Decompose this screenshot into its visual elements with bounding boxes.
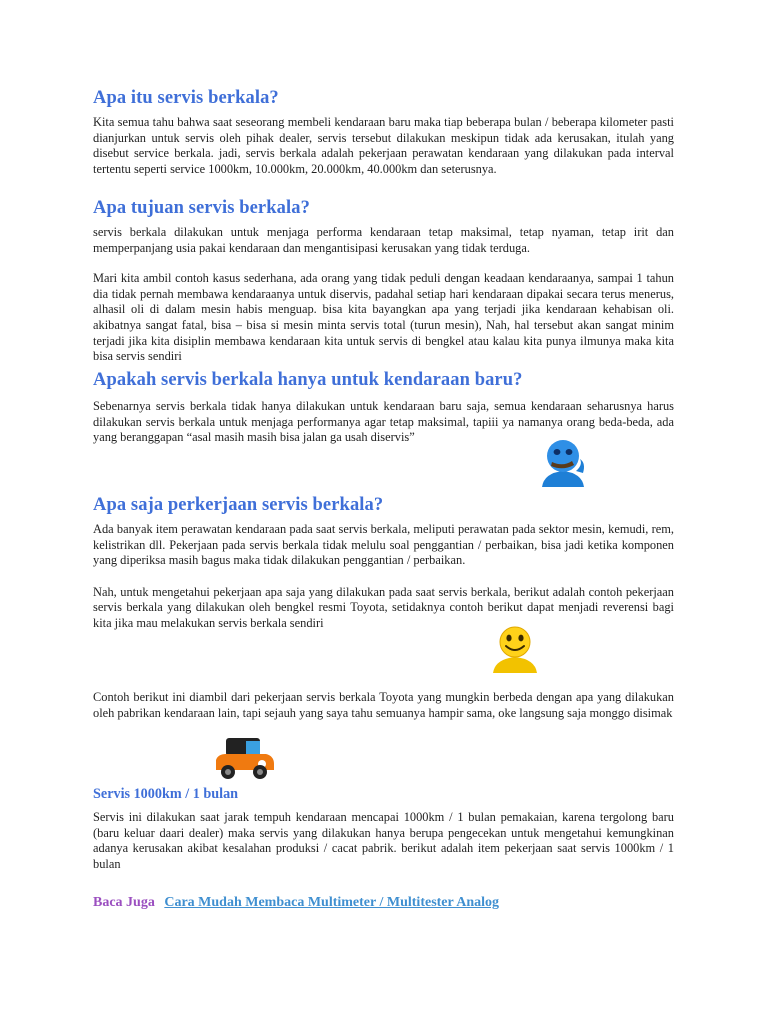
section-paragraph: servis berkala dilakukan untuk menjaga performa kendaraan tetap maksimal, tetap nyaman, tetap irit dan memperpanjang usia pakai kendaraan dan mengantisipasi kerusakan yang tidak terduga. <box>93 225 674 255</box>
section-pekerjaan <box>93 493 674 632</box>
section-paragraph: Kita semua tahu bahwa saat seseorang membeli kendaraan baru maka tiap beberapa bulan / beberapa kilometer pasti dianjurkan untuk servis oleh pihak dealer, servis tersebut dilakukan meskipun tidak ada kerusakan, itulah yang disebut service berkala. jadi, servis berkala adalah pekerjaan perawatan kendaraan yang dilakukan pada interval tertentu seperti service 1000km, 10.000km, 20.000km, 40.000km dan seterusnya. <box>93 115 674 176</box>
baca-juga <box>93 894 674 912</box>
car-emoticon-icon <box>212 732 276 780</box>
section-heading: Apa itu servis berkala? <box>93 88 279 108</box>
subsection-paragraph: Servis ini dilakukan saat jarak tempuh kendaraan mencapai 1000km / 1 bulan pemakaian, karena tergolong baru (baru keluar daari dealer) maka servis yang dilakukan hanya berupa pengecekan untuk mengetahui kemungkinan adanya kerusakan akibat kesalahan produksi / cacat pabrik. berikut adalah item pekerjaan saat servis 1000km / 1 bulan <box>93 810 674 871</box>
smiley-emoticon-icon <box>489 625 541 673</box>
section-tujuan <box>93 196 674 365</box>
baca-juga-label: Baca Juga <box>93 895 155 910</box>
section-paragraph: Nah, untuk mengetahui pekerjaan apa saja yang dilakukan pada saat servis berkala, berikut adalah contoh pekerjaan servis berkala yang dilakukan oleh bengkel resmi Toyota, setidaknya contoh berikut dapat menjadi reverensi bagi kita jika mau melakukan servis berkala sendiri <box>93 584 674 630</box>
subsection-heading: Servis 1000km / 1 bulan <box>93 786 239 802</box>
section-apa-itu <box>93 86 674 177</box>
section-heading: Apakah servis berkala hanya untuk kendaraan baru? <box>93 370 523 390</box>
section-paragraph: Contoh berikut ini diambil dari pekerjaan servis berkala Toyota yang mungkin berbeda dengan apa yang dilakukan oleh pabrikan kendaraan lain, tapi sejauh yang saya tahu semuanya hampir sama, oke langsung saja monggo disimak <box>93 690 674 720</box>
section-heading: Apa saja perkerjaan servis berkala? <box>93 495 384 515</box>
section-paragraph: Sebenarnya servis berkala tidak hanya dilakukan untuk kendaraan baru saja, semua kendaraan seharusnya harus dilakukan servis berkala untuk menjaga performanya agar tetap maksimal, tapiii ya namanya orang beda-beda, ada yang beranggapan “asal masih masih bisa jalan ga usah diservis” <box>93 399 674 445</box>
contoh-block <box>93 690 674 721</box>
section-paragraph: Mari kita ambil contoh kasus sederhana, ada orang yang tidak peduli dengan keadaan kendaraanya, sampai 1 tahun dia tidak pernah membawa kendaraanya untuk diservis, padahal setiap hari kendaraan dipakai secara terus menerus, alhasil oli di dalam mesin habis menguap. bisa kita bayangkan apa yang terjadi jika kendaraan kehabisan oli. akibatnya sangat fatal, bisa – bisa si mesin minta servis total (turun mesin), Nah, hal tersebut akan sangat minim terjadi jika kita disiplin membawa kendaraan kita untuk servis di bengkel atau kalau kita punya ilmunya maka kita bisa servis sendiri <box>93 271 674 364</box>
section-paragraph: Ada banyak item perawatan kendaraan pada saat servis berkala, meliputi perawatan pada sektor mesin, kemudi, rem, kelistrikan dll. Pekerjaan pada servis berkala tidak melulu soal penggantian / perbaikan, bisa jadi ketika komponen yang diperiksa masih bagus maka tidak dilakukan penggantian / perbaikan. <box>93 522 674 568</box>
thinking-emoticon-icon <box>536 437 590 487</box>
baca-juga-link[interactable]: Cara Mudah Membaca Multimeter / Multitester Analog <box>164 895 499 910</box>
section-heading: Apa tujuan servis berkala? <box>93 198 310 218</box>
subsection-servis-1000km <box>93 785 674 872</box>
section-kendaraan-baru <box>93 368 674 446</box>
